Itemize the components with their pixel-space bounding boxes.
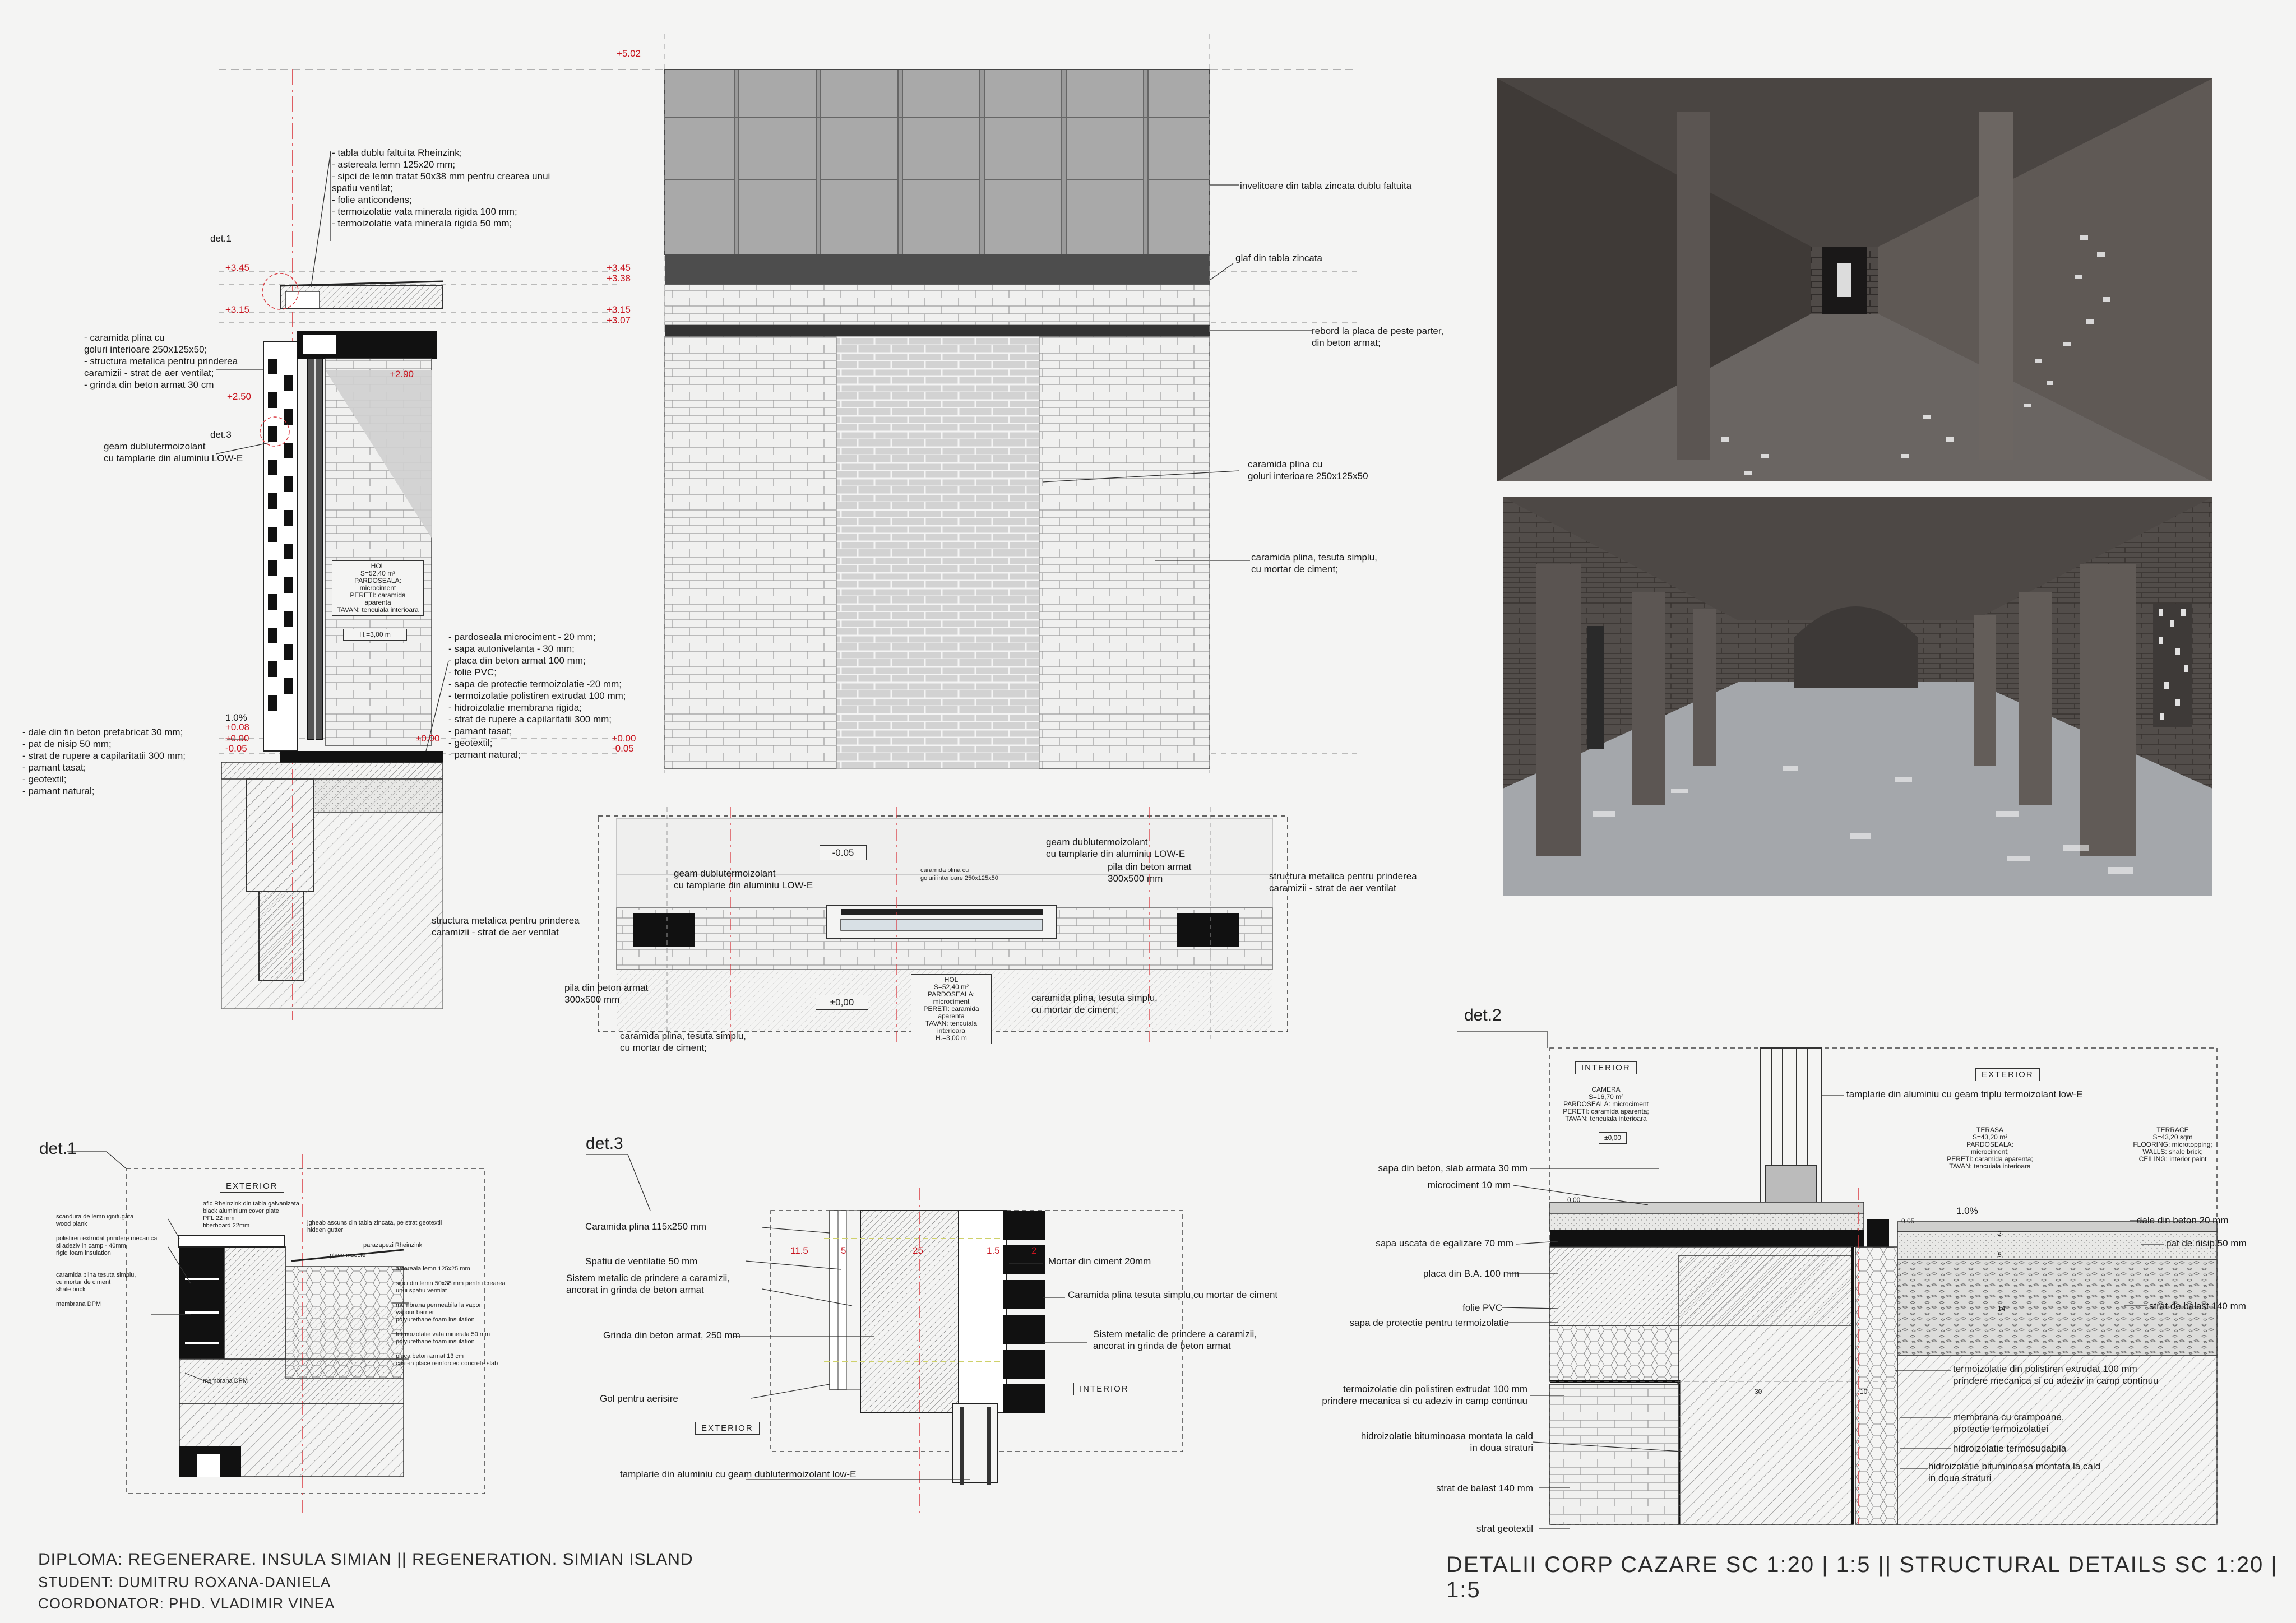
level-315: +3.15 <box>225 304 250 315</box>
det2-note-l7: termoizolatie din polistiren extrudat 100 mm prindere mecanica si cu adeziv in camp continuu <box>1322 1384 1527 1406</box>
room-title: HOL <box>371 562 385 570</box>
det3-mortar-note: Mortar din ciment 20mm <box>1048 1256 1151 1267</box>
flashing-note: glaf din tabla zincata <box>1235 253 1322 263</box>
det2-terrace-info: TERASA S=43,20 m² PARDOSEALA: microciment; PERETI: caramida aparenta; TAVAN: tencuiala interioara <box>1947 1126 2033 1170</box>
room-ceiling: TAVAN: tencuiala interioara <box>337 606 419 614</box>
footer-diploma: DIPLOMA: REGENERARE. INSULA SIMIAN || REGENERATION. SIMIAN ISLAND <box>38 1550 693 1569</box>
det3-dim-2: 5 <box>841 1245 846 1256</box>
det2-note-l9: strat de balast 140 mm <box>1436 1483 1533 1494</box>
det1-notes-right: astereala lemn 125x25 mm sipci din lemn 50x38 mm pentru crearea unui spatiu ventilat membrana permeabila la vapori vapour barrier polyurethane foam insulation termoizolatie vata minerala 50 mm polyurethane foam insulation placa beton armat 13 cm cast-in place reinforced concrete slab <box>396 1265 506 1367</box>
level-307: +3.07 <box>607 315 631 326</box>
plan-room-title: HOL <box>944 976 959 984</box>
facade-elevation <box>665 34 1312 773</box>
det3-dim-3: 25 <box>913 1245 923 1256</box>
det2-note-r5: membrana cu crampoane, protectie termoizolatiei <box>1953 1412 2064 1434</box>
slope-label: 1.0% <box>225 712 247 723</box>
det2-note-r6: hidroizolatie termosudabila <box>1953 1443 2067 1454</box>
det2-dim-2: 5 <box>1998 1251 2002 1259</box>
det2-exterior-label: EXTERIOR <box>1975 1068 2040 1081</box>
det2-level-b: -0.05 <box>1899 1217 1915 1225</box>
level-338: +3.38 <box>607 273 631 284</box>
level-minus-005-right: -0.05 <box>612 743 634 754</box>
plan-metal-right: structura metalica pentru prinderea caramizii - strat de aer ventilat <box>1269 871 1417 893</box>
level-345-right: +3.45 <box>607 262 631 273</box>
det1-notes-top: afic Rheinzink din tabla galvanizata black aluminium cover plate PFL 22 mm fiberboard 22mm <box>203 1200 299 1229</box>
roof-cladding-note: invelitoare din tabla zincata dublu faltuita <box>1240 180 1412 191</box>
render-corridor <box>1497 78 2212 481</box>
det2-terrace-en: TERRACE S=43,20 sqm FLOORING: microtopping; WALLS: shale brick; CEILING: interior paint <box>2133 1126 2212 1163</box>
plan-level-top: -0.05 <box>820 845 867 860</box>
det1-reference: det.1 <box>210 233 232 244</box>
room-height: H.=3,00 m <box>343 629 407 641</box>
footer-coordinator: COORDONATOR: PHD. VLADIMIR VINEA <box>38 1595 335 1612</box>
det2-note-l2: microciment 10 mm <box>1427 1180 1511 1190</box>
det3-dim-5: 2 <box>1031 1245 1037 1256</box>
exterior-ground-note: - dale din fin beton prefabricat 30 mm; - pat de nisip 50 mm; - strat de rupere a capilaritatii 300 mm; - pamant tasat; - geotextil; - pamant natural; <box>22 727 186 796</box>
det2-level-a: 0.00 <box>1567 1196 1581 1204</box>
det1-exterior-label: EXTERIOR <box>220 1180 284 1193</box>
roof-layers-note: - tabla dublu faltuita Rheinzink; - astereala lemn 125x20 mm; - sipci de lemn tratat 50x38 mm pentru crearea unui spatiu ventilat; - folie anticondens; - termoizolatie vata minerala rigida 100 mm; - termoizolatie vata minerala rigida 50 mm; <box>332 147 550 229</box>
det2-note-r7: hidroizolatie bituminoasa montata la cald in doua straturi <box>1928 1461 2101 1483</box>
det3-metal-right-note: Sistem metalic de prindere a caramizii, ancorat in grinda de beton armat <box>1093 1329 1257 1351</box>
det3-reference: det.3 <box>210 429 232 440</box>
det2-title: det.2 <box>1464 1006 1502 1024</box>
det2-window-note: tamplarie din aluminiu cu geam triplu termoizolant low-E <box>1846 1089 2083 1100</box>
solid-brick-note: caramida plina, tesuta simplu, cu mortar de ciment; <box>1251 552 1377 574</box>
det3-brick-note: Caramida plina 115x250 mm <box>585 1221 707 1232</box>
plan-glazing-right: geam dublutermoizolant cu tamplarie din aluminiu LOW-E <box>1046 837 1186 859</box>
det2-note-l4: placa din B.A. 100 mm <box>1423 1268 1519 1279</box>
det2-note-r2: pat de nisip 50 mm <box>2166 1238 2247 1249</box>
level-290: +2.90 <box>390 369 414 379</box>
plan-room-area: S=52,40 m² <box>933 983 969 991</box>
det2-room-info: CAMERA S=16,70 m² PARDOSEALA: microciment PERETI: caramida aparenta; TAVAN: tencuiala interioara <box>1563 1086 1649 1123</box>
det2-note-l5: folie PVC <box>1462 1302 1502 1313</box>
plan-room-height: H.=3,00 m <box>936 1034 967 1042</box>
det2-note-l3: sapa uscata de egalizare 70 mm <box>1376 1238 1513 1249</box>
det2-dim-4: 30 <box>1755 1388 1762 1395</box>
room-floor: PARDOSEALA: microciment <box>354 577 401 592</box>
det1-parapet-note: parazapezi Rheinzink <box>363 1242 423 1249</box>
glazing-note: geam dublutermoizolant cu tamplarie din aluminiu LOW-E <box>104 441 243 463</box>
det2-note-l1: sapa din beton, slab armata 30 mm <box>1378 1163 1527 1174</box>
det3-dim-1: 11.5 <box>790 1245 808 1256</box>
wall-layers-note: - caramida plina cu goluri interioare 250x125x50; - structura metalica pentru prinderea caramizii - strat de aer ventilat; - grinda din beton armat 30 cm <box>84 332 238 390</box>
det2-dim-3: 14 <box>1998 1305 2006 1313</box>
plan-level-bottom: ±0,00 <box>816 995 868 1010</box>
room-info-hol <box>332 560 424 616</box>
plan-room-ceiling: TAVAN: tencuiala interioara <box>925 1019 978 1035</box>
room-area: S=52,40 m² <box>360 569 396 577</box>
det2-interior-label: INTERIOR <box>1575 1061 1637 1074</box>
level-008: +0.08 <box>225 722 250 732</box>
room-walls: PERETI: caramida aparenta <box>350 591 406 606</box>
det3-interior-label: INTERIOR <box>1073 1383 1135 1395</box>
det2-note-l10: strat geotextil <box>1476 1523 1533 1534</box>
plan-room-walls: PERETI: caramida aparenta <box>923 1005 979 1020</box>
det2-note-l6: sapa de protectie pentru termoizolatie <box>1349 1318 1509 1328</box>
plan-brick-small: caramida plina cu goluri interioare 250x125x50 <box>920 867 998 882</box>
det3-brick-right-note: Caramida plina tesuta simplu,cu mortar de ciment <box>1068 1290 1278 1300</box>
sheet-title: DETALII CORP CAZARE SC 1:20 | 1:5 || STRUCTURAL DETAILS SC 1:20 | 1:5 <box>1446 1552 2278 1602</box>
footer-student: STUDENT: DUMITRU ROXANA-DANIELA <box>38 1574 331 1590</box>
det3-dim-4: 1.5 <box>987 1245 1000 1256</box>
plan-brick-bottom-right: caramida plina, tesuta simplu, cu mortar de ciment; <box>1031 993 1158 1015</box>
level-345: +3.45 <box>225 262 250 273</box>
det2-note-r3: strat de balast 140 mm <box>2149 1301 2246 1311</box>
plan-pillar-right: pila din beton armat 300x500 mm <box>1108 861 1192 884</box>
level-250: +2.50 <box>227 391 252 402</box>
level-minus-005: -0.05 <box>225 743 247 754</box>
plan-glazing-left: geam dublutermoizolant cu tamplarie din aluminiu LOW-E <box>674 868 813 891</box>
slab-edge-note: rebord la placa de peste parter, din beton armat; <box>1312 326 1444 348</box>
det2-room-level: ±0,00 <box>1599 1132 1627 1144</box>
det3-air-note: Gol pentru aerisire <box>600 1393 678 1404</box>
floor-layers-note: - pardoseala microciment - 20 mm; - sapa autonivelanta - 30 mm; - placa din beton armat 100 mm; - folie PVC; - sapa de protectie termoizolatie -20 mm; - termoizolatie polistiren extrudat 100 mm; - hidroizolatie membrana rigida; - strat de rupere a capilaritatii 300 mm; - pamant tasat; - geotextil; - pamant natural; <box>448 632 626 760</box>
det2-dim-1: 2 <box>1998 1230 2002 1237</box>
det2-note-r4: termoizolatie din polistiren extrudat 100 mm prindere mecanica si cu adeziv in camp continuu <box>1953 1364 2159 1386</box>
level-000: ±0.00 <box>225 733 249 744</box>
render-hall <box>1503 497 2212 896</box>
det2-dim-5: 10 <box>1860 1388 1868 1395</box>
det1-insects-note: plasa insecte <box>330 1252 366 1259</box>
det3-title: det.3 <box>586 1134 623 1153</box>
det3-leader <box>586 1154 650 1211</box>
level-000-mid: ±0.00 <box>416 733 440 744</box>
plan-room-floor: PARDOSEALA: microciment <box>928 990 975 1005</box>
plan-room-info <box>911 974 992 1044</box>
det2-note-l8: hidroizolatie bituminoasa montata la cald in doua straturi <box>1360 1431 1533 1453</box>
plan-pillar-left: pila din beton armat 300x500 mm <box>564 982 649 1005</box>
det3-vent-note: Spatiu de ventilatie 50 mm <box>585 1256 698 1267</box>
det3-exterior-label: EXTERIOR <box>695 1422 760 1435</box>
det2-note-r1: dale din beton 20 mm <box>2137 1215 2229 1226</box>
level-000-right: ±0.00 <box>612 733 636 744</box>
level-315-right: +3.15 <box>607 304 631 315</box>
det3-metal-note: Sistem metalic de prindere a caramizii, ancorat in grinda de beton armat <box>566 1273 730 1295</box>
det3-beam-note: Grinda din beton armat, 250 mm <box>603 1330 740 1341</box>
plan-brick-bottom-left: caramida plina, tesuta simplu, cu mortar de ciment; <box>620 1031 746 1053</box>
plan-metal-left: structura metalica pentru prinderea caramizii - strat de aer ventilat <box>432 915 580 938</box>
det1-gutter-note: jgheab ascuns din tabla zincata, pe strat geotextil hidden gutter <box>307 1219 442 1234</box>
det1-notes-left: scandura de lemn ignifugata wood plank polistiren extrudat prindere mecanica si adeziv in camp - 40mm rigid foam insulation caramida plina tesuta simplu, cu mortar de ciment shale brick membrana DPM <box>56 1213 158 1307</box>
det3-window-note: tamplarie din aluminiu cu geam dublutermoizolant low-E <box>620 1469 857 1480</box>
det1-title: det.1 <box>39 1139 77 1158</box>
level-top: +5.02 <box>617 48 641 59</box>
det2-slope: 1.0% <box>1956 1205 1978 1216</box>
perforated-brick-note: caramida plina cu goluri interioare 250x125x50 <box>1248 459 1368 481</box>
det1-membrane-note: membrana DPM <box>203 1378 248 1384</box>
